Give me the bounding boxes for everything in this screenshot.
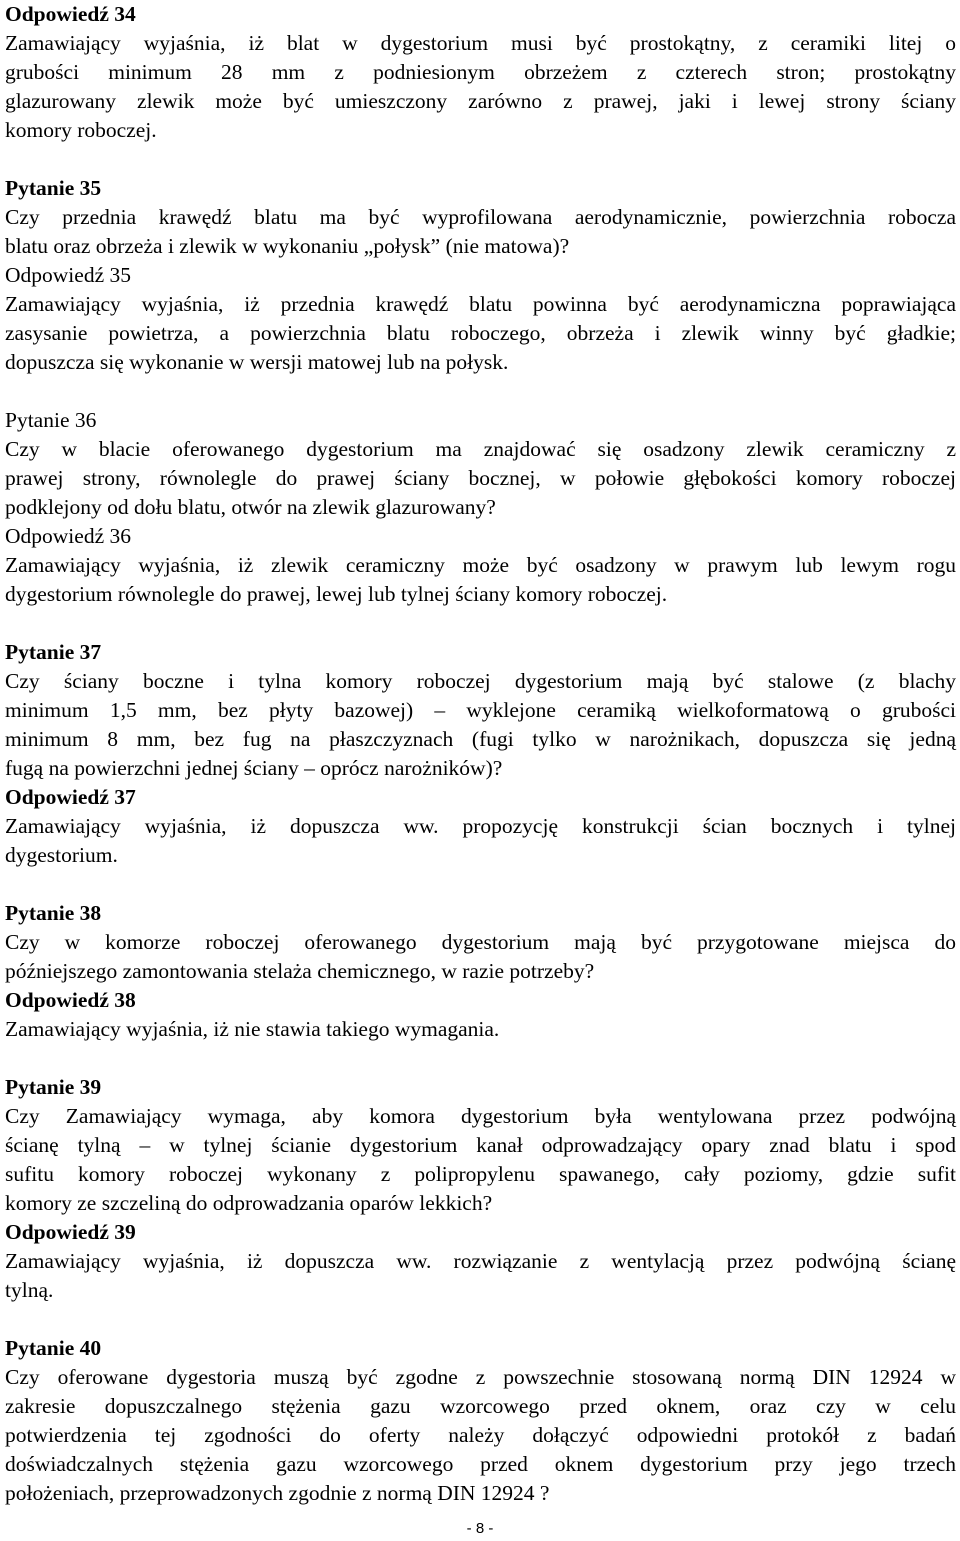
answer-39 <box>5 1218 956 1305</box>
answer-37-line-1: Zamawiający wyjaśnia, iż dopuszcza ww. propozycję konstrukcji ścian bocznych i tylnej <box>5 814 956 838</box>
question-37-line-2: minimum 1,5 mm, bez płyty bazowej) – wyklejone ceramiką wielkoformatową o grubości <box>5 698 956 722</box>
question-36-line-2: prawej strony, równolegle do prawej ściany bocznej, w połowie głębokości komory roboczej <box>5 466 956 490</box>
answer-38 <box>5 986 956 1044</box>
question-40-line-3: potwierdzenia tej zgodności do oferty należy dołączyć odpowiedni protokół z badań <box>5 1423 956 1447</box>
answer-36 <box>5 522 956 609</box>
question-39 <box>5 1073 956 1218</box>
answer-39-line-1: Zamawiający wyjaśnia, iż dopuszcza ww. rozwiązanie z wentylacją przez podwójną ścianę <box>5 1249 956 1273</box>
question-40-line-2: zakresie dopuszczalnego stężenia gazu wzorcowego przed oknem, oraz czy w celu <box>5 1394 956 1418</box>
answer-36-heading: Odpowiedź 36 <box>5 524 131 548</box>
answer-35-line-1: Zamawiający wyjaśnia, iż przednia krawędź blatu powinna być aerodynamiczna poprawiająca <box>5 292 956 316</box>
answer-34 <box>5 0 956 145</box>
question-37-heading: Pytanie 37 <box>5 640 102 664</box>
document-page <box>5 0 956 1508</box>
question-39-heading: Pytanie 39 <box>5 1075 102 1099</box>
question-37 <box>5 638 956 783</box>
question-40-line-1: Czy oferowane dygestoria muszą być zgodne z powszechnie stosowaną normą DIN 12924 w <box>5 1365 956 1389</box>
question-35-line-1: Czy przednia krawędź blatu ma być wyprofilowana aerodynamicznie, powierzchnia robocza <box>5 205 956 229</box>
answer-34-line-3: glazurowany zlewik może być umieszczony zarówno z prawej, jaki i lewej strony ściany <box>5 89 956 113</box>
question-35-heading: Pytanie 35 <box>5 176 102 200</box>
answer-35-line-3: dopuszcza się wykonanie w wersji matowej lub na połysk. <box>5 350 509 374</box>
question-40-line-4: doświadczalnych stężenia gazu wzorcowego przed oknem dygestorium przy jego trzech <box>5 1452 956 1476</box>
question-39-line-3: sufitu komory roboczej wykonany z polipropylenu spawanego, cały poziomy, gdzie sufit <box>5 1162 956 1186</box>
question-36-heading: Pytanie 36 <box>5 408 97 432</box>
question-39-line-4: komory ze szczeliną do odprowadzania oparów lekkich? <box>5 1191 493 1215</box>
question-35 <box>5 174 956 261</box>
question-35-line-2: blatu oraz obrzeża i zlewik w wykonaniu „połysk” (nie matowa)? <box>5 234 570 258</box>
answer-34-heading: Odpowiedź 34 <box>5 2 136 26</box>
question-36-line-3: podklejony od dołu blatu, otwór na zlewik glazurowany? <box>5 495 496 519</box>
question-40-line-5: położeniach, przeprowadzonych zgodnie z normą DIN 12924 ? <box>5 1481 550 1505</box>
page-number: - 8 - <box>466 1520 494 1537</box>
question-39-line-2: ścianę tylną – w tylnej ścianie dygestorium kanał odprowadzający opary znad blatu i spod <box>5 1133 956 1157</box>
question-38-line-2: późniejszego zamontowania stelaża chemicznego, w razie potrzeby? <box>5 959 595 983</box>
answer-37-heading: Odpowiedź 37 <box>5 785 136 809</box>
question-38-line-1: Czy w komorze roboczej oferowanego dygestorium mają być przygotowane miejsca do <box>5 930 956 954</box>
question-36 <box>5 406 956 522</box>
question-37-line-1: Czy ściany boczne i tylna komory roboczej dygestorium mają być stalowe (z blachy <box>5 669 956 693</box>
question-36-line-1: Czy w blacie oferowanego dygestorium ma znajdować się osadzony zlewik ceramiczny z <box>5 437 956 461</box>
answer-39-heading: Odpowiedź 39 <box>5 1220 136 1244</box>
question-40-heading: Pytanie 40 <box>5 1336 102 1360</box>
question-38-heading: Pytanie 38 <box>5 901 102 925</box>
answer-37-line-2: dygestorium. <box>5 843 118 867</box>
answer-34-line-4: komory roboczej. <box>5 118 157 142</box>
question-40 <box>5 1334 956 1508</box>
answer-39-line-2: tylną. <box>5 1278 54 1302</box>
answer-38-line-1: Zamawiający wyjaśnia, iż nie stawia takiego wymagania. <box>5 1017 500 1041</box>
answer-35-line-2: zasysanie powietrza, a powierzchnia blatu roboczego, obrzeża i zlewik winny być gładkie; <box>5 321 956 345</box>
question-38 <box>5 899 956 986</box>
question-39-line-1: Czy Zamawiający wymaga, aby komora dygestorium była wentylowana przez podwójną <box>5 1104 956 1128</box>
answer-36-line-1: Zamawiający wyjaśnia, iż zlewik ceramiczny może być osadzony w prawym lub lewym rogu <box>5 553 956 577</box>
answer-35 <box>5 261 956 377</box>
answer-38-heading: Odpowiedź 38 <box>5 988 136 1012</box>
answer-35-heading: Odpowiedź 35 <box>5 263 131 287</box>
answer-36-line-2: dygestorium równolegle do prawej, lewej lub tylnej ściany komory roboczej. <box>5 582 668 606</box>
answer-34-line-1: Zamawiający wyjaśnia, iż blat w dygestorium musi być prostokątny, z ceramiki litej o <box>5 31 956 55</box>
answer-37 <box>5 783 956 870</box>
answer-34-line-2: grubości minimum 28 mm z podniesionym obrzeżem z czterech stron; prostokątny <box>5 60 956 84</box>
question-37-line-4: fugą na powierzchni jednej ściany – oprócz narożników)? <box>5 756 503 780</box>
question-37-line-3: minimum 8 mm, bez fug na płaszczyznach (fugi tylko w narożnikach, dopuszcza się jedną <box>5 727 956 751</box>
